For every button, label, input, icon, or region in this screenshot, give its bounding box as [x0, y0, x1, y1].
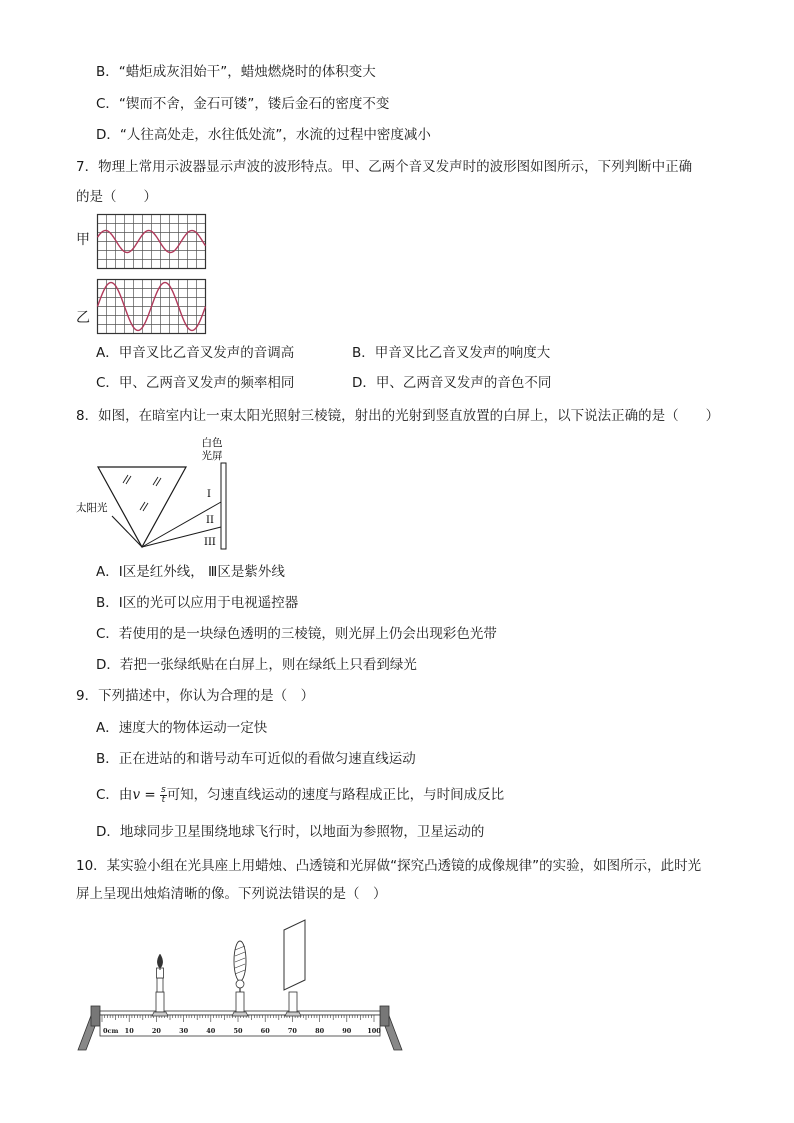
- q7-option-a: A．甲音叉比乙音叉发声的音调高: [96, 345, 295, 361]
- sun-label: 太阳光: [76, 502, 108, 514]
- q8-option-d: D．若把一张绿纸贴在白屏上，则在绿纸上只看到绿光: [96, 657, 417, 673]
- q10-stem-line2: 屏上呈现出烛焰清晰的像。下列说法错误的是（ ）: [76, 886, 387, 902]
- waveform-jia: [97, 214, 207, 270]
- ruler-label: 90: [342, 1027, 352, 1035]
- q6-option-c: C．“锲而不舍，金石可镂”，镂后金石的密度不变: [96, 96, 390, 112]
- q7-option-d: D．甲、乙两音叉发声的音色不同: [352, 375, 552, 391]
- ruler-label: 100: [367, 1027, 381, 1035]
- q9-option-c: C．由v = $\frac{s}{t}$ 可知，匀速直线运动的速度与路程成正比，与时间成反比: [96, 784, 505, 805]
- prism-diagram: [70, 430, 250, 555]
- screen-label-1: 白色: [201, 437, 223, 449]
- q8-option-c: C．若使用的是一块绿色透明的三棱镜，则光屏上仍会出现彩色光带: [96, 626, 497, 642]
- ruler-label: 0cm: [103, 1027, 119, 1035]
- q7-option-b: B．甲音叉比乙音叉发声的响度大: [352, 345, 551, 361]
- ruler-label: 30: [179, 1027, 189, 1035]
- q7-stem-line2: 的是（ ）: [76, 189, 157, 205]
- region-3-label: III: [204, 537, 216, 548]
- ruler-label: 80: [315, 1027, 325, 1035]
- region-1-label: I: [207, 489, 211, 500]
- ruler-label: 60: [260, 1027, 270, 1035]
- q7-stem-line1: 7．物理上常用示波器显示声波的波形特点。甲、乙两个音叉发声时的波形图如图所示，下列判断中正确: [76, 159, 693, 175]
- q8-option-b: B．Ⅰ区的光可以应用于电视遥控器: [96, 595, 299, 611]
- q6-option-d: D．“人往高处走，水往低处流”，水流的过程中密度减小: [96, 127, 431, 143]
- formula-fraction: $\frac{s}{t}$: [160, 784, 166, 805]
- wave-label-jia: 甲: [76, 232, 90, 248]
- waveform-yi: [97, 279, 207, 335]
- q8-option-a: A．Ⅰ区是红外线， Ⅲ区是紫外线: [96, 564, 285, 580]
- q8-stem: 8．如图，在暗室内让一束太阳光照射三棱镜，射出的光射到竖直放置的白屏上，以下说法正确的是（ ）: [76, 408, 720, 424]
- ruler-label: 20: [151, 1027, 161, 1035]
- region-2-label: II: [206, 515, 214, 526]
- wave-label-yi: 乙: [76, 310, 90, 326]
- q9-option-b: B．正在进站的和谐号动车可近似的看做匀速直线运动: [96, 751, 416, 767]
- ruler-label: 40: [206, 1027, 216, 1035]
- ruler-label: 50: [233, 1027, 243, 1035]
- q10-stem-line1: 10．某实验小组在光具座上用蜡烛、凸透镜和光屏做“探究凸透镜的成像规律”的实验，如图所示，此时光: [76, 858, 702, 874]
- q9-option-a: A．速度大的物体运动一定快: [96, 720, 268, 736]
- q6-option-b: B．“蜡炬成灰泪始干”，蜡烛燃烧时的体积变大: [96, 64, 376, 80]
- ruler-label: 70: [287, 1027, 297, 1035]
- optical-bench-diagram: [74, 918, 406, 1053]
- q7-option-c: C．甲、乙两音叉发声的频率相同: [96, 375, 295, 391]
- q9-option-d: D．地球同步卫星围绕地球飞行时，以地面为参照物，卫星运动的: [96, 824, 485, 840]
- ruler-label: 10: [124, 1027, 134, 1035]
- screen-label-2: 光屏: [201, 450, 223, 462]
- q9-stem: 9．下列描述中，你认为合理的是（ ）: [76, 688, 315, 704]
